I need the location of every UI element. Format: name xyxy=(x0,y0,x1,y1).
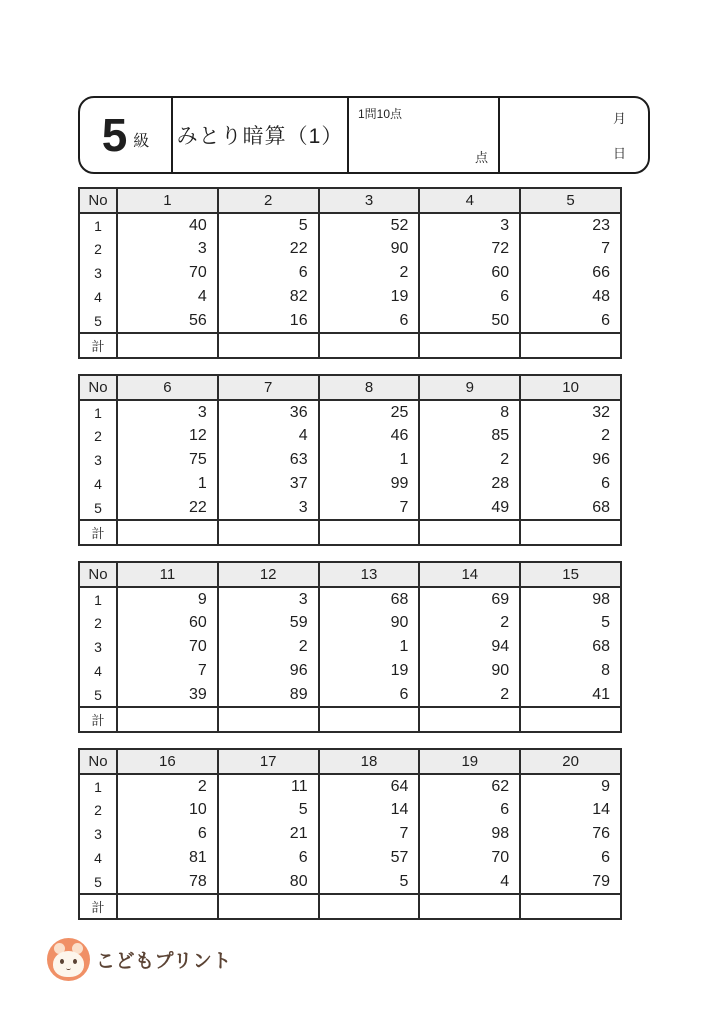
problem-column-header: 8 xyxy=(319,375,420,400)
value-cell: 3 xyxy=(117,237,218,261)
row-number-label: 2 xyxy=(79,798,117,822)
problem-column-header: 20 xyxy=(520,749,621,774)
value-cell: 1 xyxy=(319,448,420,472)
total-answer-cell xyxy=(117,333,218,358)
value-cell: 7 xyxy=(520,237,621,261)
value-cell: 89 xyxy=(218,683,319,707)
table-row xyxy=(79,400,621,424)
value-cell: 76 xyxy=(520,822,621,846)
total-answer-cell xyxy=(218,333,319,358)
value-cell: 23 xyxy=(520,213,621,237)
value-cell: 7 xyxy=(319,822,420,846)
total-answer-cell xyxy=(419,894,520,919)
worksheet-header xyxy=(78,96,650,174)
value-cell: 6 xyxy=(419,798,520,822)
total-answer-cell xyxy=(218,707,319,732)
total-answer-cell xyxy=(520,707,621,732)
value-cell: 80 xyxy=(218,870,319,894)
value-cell: 8 xyxy=(520,659,621,683)
table-row xyxy=(79,822,621,846)
no-column-header: No xyxy=(79,562,117,587)
total-answer-cell xyxy=(419,520,520,545)
value-cell: 78 xyxy=(117,870,218,894)
month-label: 月 xyxy=(612,111,626,126)
value-cell: 90 xyxy=(319,237,420,261)
problem-table-4 xyxy=(78,748,622,920)
value-cell: 98 xyxy=(419,822,520,846)
total-row xyxy=(79,333,621,358)
value-cell: 63 xyxy=(218,448,319,472)
problem-column-header: 6 xyxy=(117,375,218,400)
value-cell: 4 xyxy=(117,285,218,309)
value-cell: 98 xyxy=(520,587,621,611)
value-cell: 62 xyxy=(419,774,520,798)
total-label: 計 xyxy=(79,520,117,545)
value-cell: 2 xyxy=(520,424,621,448)
value-cell: 81 xyxy=(117,846,218,870)
value-cell: 10 xyxy=(117,798,218,822)
no-column-header: No xyxy=(79,188,117,213)
value-cell: 6 xyxy=(218,261,319,285)
value-cell: 5 xyxy=(218,798,319,822)
problem-table-2 xyxy=(78,374,622,546)
value-cell: 70 xyxy=(419,846,520,870)
value-cell: 12 xyxy=(117,424,218,448)
problem-table-3 xyxy=(78,561,622,733)
value-cell: 6 xyxy=(520,309,621,333)
value-cell: 22 xyxy=(218,237,319,261)
problem-tables xyxy=(78,187,622,935)
table-row xyxy=(79,424,621,448)
table-row xyxy=(79,846,621,870)
value-cell: 7 xyxy=(117,659,218,683)
row-number-label: 4 xyxy=(79,472,117,496)
row-number-label: 5 xyxy=(79,683,117,707)
row-number-label: 1 xyxy=(79,587,117,611)
row-number-label: 3 xyxy=(79,822,117,846)
row-number-label: 2 xyxy=(79,611,117,635)
value-cell: 6 xyxy=(520,846,621,870)
value-cell: 40 xyxy=(117,213,218,237)
total-answer-cell xyxy=(319,333,420,358)
row-number-label: 1 xyxy=(79,774,117,798)
value-cell: 8 xyxy=(419,400,520,424)
problem-column-header: 12 xyxy=(218,562,319,587)
value-cell: 64 xyxy=(319,774,420,798)
value-cell: 3 xyxy=(419,213,520,237)
value-cell: 70 xyxy=(117,261,218,285)
value-cell: 99 xyxy=(319,472,420,496)
table-row xyxy=(79,587,621,611)
problem-column-header: 9 xyxy=(419,375,520,400)
value-cell: 6 xyxy=(520,472,621,496)
value-cell: 1 xyxy=(319,635,420,659)
row-number-label: 5 xyxy=(79,496,117,520)
value-cell: 6 xyxy=(117,822,218,846)
value-cell: 90 xyxy=(419,659,520,683)
table-header-row xyxy=(79,188,621,213)
kodomo-print-logo xyxy=(47,938,232,981)
value-cell: 6 xyxy=(419,285,520,309)
row-number-label: 1 xyxy=(79,213,117,237)
value-cell: 96 xyxy=(520,448,621,472)
value-cell: 2 xyxy=(419,683,520,707)
grade-cell xyxy=(80,98,171,172)
value-cell: 96 xyxy=(218,659,319,683)
total-answer-cell xyxy=(520,333,621,358)
score-cell xyxy=(347,98,498,172)
row-number-label: 4 xyxy=(79,659,117,683)
value-cell: 32 xyxy=(520,400,621,424)
table-header-row xyxy=(79,375,621,400)
value-cell: 46 xyxy=(319,424,420,448)
value-cell: 2 xyxy=(419,448,520,472)
logo-text: こどもプリント xyxy=(96,951,232,972)
total-answer-cell xyxy=(419,707,520,732)
value-cell: 36 xyxy=(218,400,319,424)
total-answer-cell xyxy=(419,333,520,358)
table-row xyxy=(79,472,621,496)
row-number-label: 4 xyxy=(79,846,117,870)
row-number-label: 2 xyxy=(79,237,117,261)
value-cell: 14 xyxy=(319,798,420,822)
value-cell: 9 xyxy=(117,587,218,611)
worksheet-title: みとり暗算（1） xyxy=(171,98,347,172)
table-row xyxy=(79,237,621,261)
total-row xyxy=(79,707,621,732)
value-cell: 60 xyxy=(419,261,520,285)
value-cell: 22 xyxy=(117,496,218,520)
problem-column-header: 15 xyxy=(520,562,621,587)
total-answer-cell xyxy=(319,894,420,919)
value-cell: 37 xyxy=(218,472,319,496)
problem-table-1 xyxy=(78,187,622,359)
problem-column-header: 19 xyxy=(419,749,520,774)
no-column-header: No xyxy=(79,749,117,774)
value-cell: 90 xyxy=(319,611,420,635)
problem-column-header: 1 xyxy=(117,188,218,213)
value-cell: 14 xyxy=(520,798,621,822)
total-label: 計 xyxy=(79,707,117,732)
row-number-label: 5 xyxy=(79,870,117,894)
table-row xyxy=(79,309,621,333)
row-number-label: 5 xyxy=(79,309,117,333)
table-row xyxy=(79,611,621,635)
value-cell: 2 xyxy=(319,261,420,285)
value-cell: 2 xyxy=(419,611,520,635)
total-label: 計 xyxy=(79,894,117,919)
value-cell: 21 xyxy=(218,822,319,846)
problem-column-header: 4 xyxy=(419,188,520,213)
problem-column-header: 3 xyxy=(319,188,420,213)
problem-column-header: 11 xyxy=(117,562,218,587)
value-cell: 68 xyxy=(520,635,621,659)
value-cell: 56 xyxy=(117,309,218,333)
value-cell: 5 xyxy=(520,611,621,635)
value-cell: 68 xyxy=(319,587,420,611)
table-row xyxy=(79,285,621,309)
table-row xyxy=(79,261,621,285)
day-label: 日 xyxy=(612,146,626,161)
value-cell: 3 xyxy=(218,496,319,520)
value-cell: 75 xyxy=(117,448,218,472)
value-cell: 6 xyxy=(319,309,420,333)
total-answer-cell xyxy=(117,894,218,919)
problem-column-header: 5 xyxy=(520,188,621,213)
grade-number: 5 xyxy=(101,109,127,161)
value-cell: 6 xyxy=(319,683,420,707)
total-answer-cell xyxy=(117,707,218,732)
points-unit-label: 点 xyxy=(474,150,488,165)
value-cell: 57 xyxy=(319,846,420,870)
total-label: 計 xyxy=(79,333,117,358)
no-column-header: No xyxy=(79,375,117,400)
row-number-label: 3 xyxy=(79,448,117,472)
problem-column-header: 17 xyxy=(218,749,319,774)
table-row xyxy=(79,635,621,659)
value-cell: 28 xyxy=(419,472,520,496)
table-row xyxy=(79,496,621,520)
value-cell: 19 xyxy=(319,659,420,683)
problem-column-header: 13 xyxy=(319,562,420,587)
total-row xyxy=(79,520,621,545)
points-note: 1問10点 xyxy=(358,107,403,121)
table-row xyxy=(79,213,621,237)
value-cell: 68 xyxy=(520,496,621,520)
table-header-row xyxy=(79,562,621,587)
table-row xyxy=(79,798,621,822)
value-cell: 41 xyxy=(520,683,621,707)
value-cell: 59 xyxy=(218,611,319,635)
date-cell xyxy=(498,98,648,172)
value-cell: 2 xyxy=(117,774,218,798)
row-number-label: 3 xyxy=(79,261,117,285)
row-number-label: 2 xyxy=(79,424,117,448)
value-cell: 5 xyxy=(218,213,319,237)
value-cell: 69 xyxy=(419,587,520,611)
value-cell: 7 xyxy=(319,496,420,520)
value-cell: 3 xyxy=(218,587,319,611)
value-cell: 49 xyxy=(419,496,520,520)
value-cell: 85 xyxy=(419,424,520,448)
row-number-label: 1 xyxy=(79,400,117,424)
grade-suffix-label: 級 xyxy=(133,132,150,150)
value-cell: 25 xyxy=(319,400,420,424)
mascot-icon xyxy=(47,938,90,981)
total-answer-cell xyxy=(117,520,218,545)
value-cell: 82 xyxy=(218,285,319,309)
total-answer-cell xyxy=(218,894,319,919)
table-row xyxy=(79,448,621,472)
problem-column-header: 10 xyxy=(520,375,621,400)
value-cell: 48 xyxy=(520,285,621,309)
total-answer-cell xyxy=(218,520,319,545)
problem-column-header: 18 xyxy=(319,749,420,774)
value-cell: 79 xyxy=(520,870,621,894)
value-cell: 70 xyxy=(117,635,218,659)
value-cell: 19 xyxy=(319,285,420,309)
value-cell: 4 xyxy=(218,424,319,448)
value-cell: 52 xyxy=(319,213,420,237)
value-cell: 5 xyxy=(319,870,420,894)
value-cell: 50 xyxy=(419,309,520,333)
total-answer-cell xyxy=(520,894,621,919)
table-row xyxy=(79,683,621,707)
value-cell: 6 xyxy=(218,846,319,870)
value-cell: 11 xyxy=(218,774,319,798)
table-header-row xyxy=(79,749,621,774)
total-answer-cell xyxy=(319,520,420,545)
value-cell: 72 xyxy=(419,237,520,261)
value-cell: 1 xyxy=(117,472,218,496)
total-answer-cell xyxy=(520,520,621,545)
problem-column-header: 7 xyxy=(218,375,319,400)
total-row xyxy=(79,894,621,919)
value-cell: 60 xyxy=(117,611,218,635)
table-row xyxy=(79,774,621,798)
value-cell: 9 xyxy=(520,774,621,798)
value-cell: 16 xyxy=(218,309,319,333)
value-cell: 94 xyxy=(419,635,520,659)
value-cell: 2 xyxy=(218,635,319,659)
value-cell: 4 xyxy=(419,870,520,894)
value-cell: 66 xyxy=(520,261,621,285)
row-number-label: 4 xyxy=(79,285,117,309)
total-answer-cell xyxy=(319,707,420,732)
value-cell: 39 xyxy=(117,683,218,707)
table-row xyxy=(79,870,621,894)
value-cell: 3 xyxy=(117,400,218,424)
problem-column-header: 16 xyxy=(117,749,218,774)
problem-column-header: 14 xyxy=(419,562,520,587)
row-number-label: 3 xyxy=(79,635,117,659)
problem-column-header: 2 xyxy=(218,188,319,213)
table-row xyxy=(79,659,621,683)
